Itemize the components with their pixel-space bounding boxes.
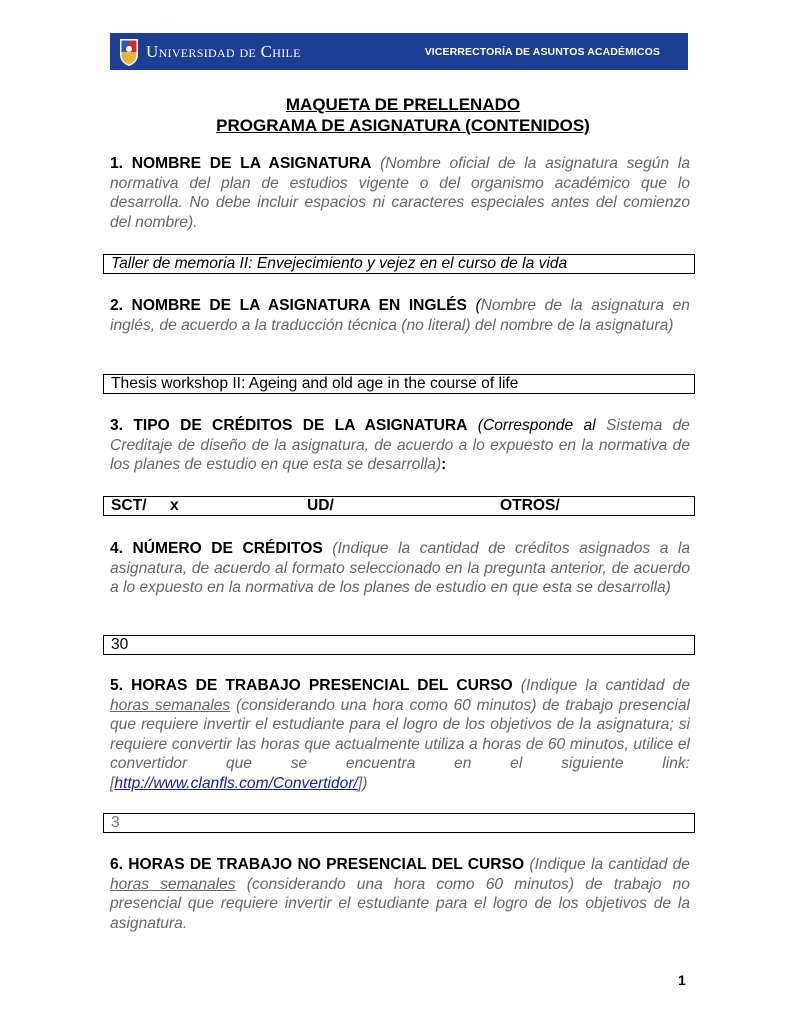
section-5-hint: (considerando una hora como 60 minutos) de trabajo presencial que requiere invertir el estudiante para el logro de los objetivos de la asignatura; si requiere convertir las horas que actualmente utiliza a horas de 60 minutos, utilice el convertidor que se encuentra en el siguiente link: [	[110, 696, 690, 792]
section-6-text: 6. HORAS DE TRABAJO NO PRESENCIAL DEL CURSO (Indique la cantidad de horas semanales (considerando una hora como 60 minutos) de trabajo no presencial que requiere invertir el estudiante para el logro de los objetivos de la asignatura.	[110, 856, 690, 932]
vicerrectoria-label: VICERRECTORÍA DE ASUNTOS ACADÉMICOS	[424, 45, 660, 58]
sct-option[interactable]: SCT/	[111, 497, 147, 514]
course-name-english-field[interactable]: Thesis workshop II: Ageing and old age in the course of life	[103, 374, 695, 394]
section-6-heading: 6. HORAS DE TRABAJO NO PRESENCIAL DEL CURSO	[110, 856, 525, 873]
section-3-heading: 3. TIPO DE CRÉDITOS DE LA ASIGNATURA	[110, 417, 468, 434]
section-4-heading: 4. NÚMERO DE CRÉDITOS	[110, 540, 323, 557]
section-2-hint: Nombre de la asignatura en inglés, de acuerdo a la traducción técnica (no literal) del nombre de la asignatura)	[110, 297, 690, 334]
section-6-hint: (considerando una hora como 60 minutos) de trabajo no presencial que requiere invertir el estudiante para el logro de los objetivos de la asignatura.	[110, 875, 690, 932]
section-4-text	[110, 539, 690, 598]
credit-type-field[interactable]	[103, 496, 695, 516]
section-6-hint-underline: horas semanales	[110, 875, 236, 893]
page-number: 1	[678, 972, 686, 988]
university-name: Universidad de Chile	[146, 41, 301, 61]
section-1-hint: (Nombre oficial de la asignatura según la normativa del plan de estudios vigente o del organismo académico que lo desarrolla. No debe incluir espacios ni caracteres especiales antes del comienzo del nombre).	[110, 155, 690, 231]
ud-option[interactable]: UD/	[307, 497, 334, 514]
section-4-hint: (Indique la cantidad de créditos asignados a la asignatura, de acuerdo al formato seleccionado en la pregunta anterior, de acuerdo a lo expuesto en la normativa de los planes de estudio en que esta se desarrolla)	[110, 540, 690, 597]
section-3-text: 3. TIPO DE CRÉDITOS DE LA ASIGNATURA (Corresponde al Sistema de Creditaje de diseño de la asignatura, de acuerdo a lo expuesto en la normativa de los planes de estudio en que esta se desarrolla):	[110, 417, 690, 474]
section-5-heading: 5. HORAS DE TRABAJO PRESENCIAL DEL CURSO	[110, 677, 513, 694]
section-1-text	[110, 154, 690, 232]
section-5-text: 5. HORAS DE TRABAJO PRESENCIAL DEL CURSO (Indique la cantidad de horas semanales (considerando una hora como 60 minutos) de trabajo presencial que requiere invertir el estudiante para el logro de los objetivos de la asignatura; si requiere convertir las horas que actualmente utiliza a horas de 60 minutos, utilice el convertidor que se encuentra en el siguiente link: [http://www.clanfls.com/Convertidor/])	[110, 677, 690, 792]
header-banner	[110, 33, 688, 70]
section-2-heading: 2. NOMBRE DE LA ASIGNATURA EN INGLÉS	[110, 297, 467, 314]
sct-selected-mark: x	[170, 497, 179, 514]
convertidor-link[interactable]: http://www.clanfls.com/Convertidor/	[114, 774, 358, 792]
document-title-line2: PROGRAMA DE ASIGNATURA (CONTENIDOS)	[216, 116, 590, 135]
course-name-field[interactable]: Taller de memoria II: Envejecimiento y vejez en el curso de la vida	[103, 254, 695, 274]
university-crest-icon	[118, 37, 140, 67]
section-3-hint: Sistema de Creditaje de diseño de la asignatura, de acuerdo a lo expuesto en la normativa de los planes de estudio en que esta se desarrolla)	[110, 417, 690, 474]
section-5-hint-underline: horas semanales	[110, 696, 231, 714]
section-2-text: 2. NOMBRE DE LA ASIGNATURA EN INGLÉS (Nombre de la asignatura en inglés, de acuerdo a la traducción técnica (no literal) del nombre de la asignatura)	[110, 297, 690, 334]
section-1-heading: 1. NOMBRE DE LA ASIGNATURA	[110, 155, 372, 172]
otros-option[interactable]: OTROS/	[500, 497, 560, 514]
presencial-hours-field[interactable]: 3	[103, 813, 695, 833]
document-title-line1: MAQUETA DE PRELLENADO	[285, 95, 521, 114]
credits-number-field[interactable]: 30	[103, 635, 695, 655]
